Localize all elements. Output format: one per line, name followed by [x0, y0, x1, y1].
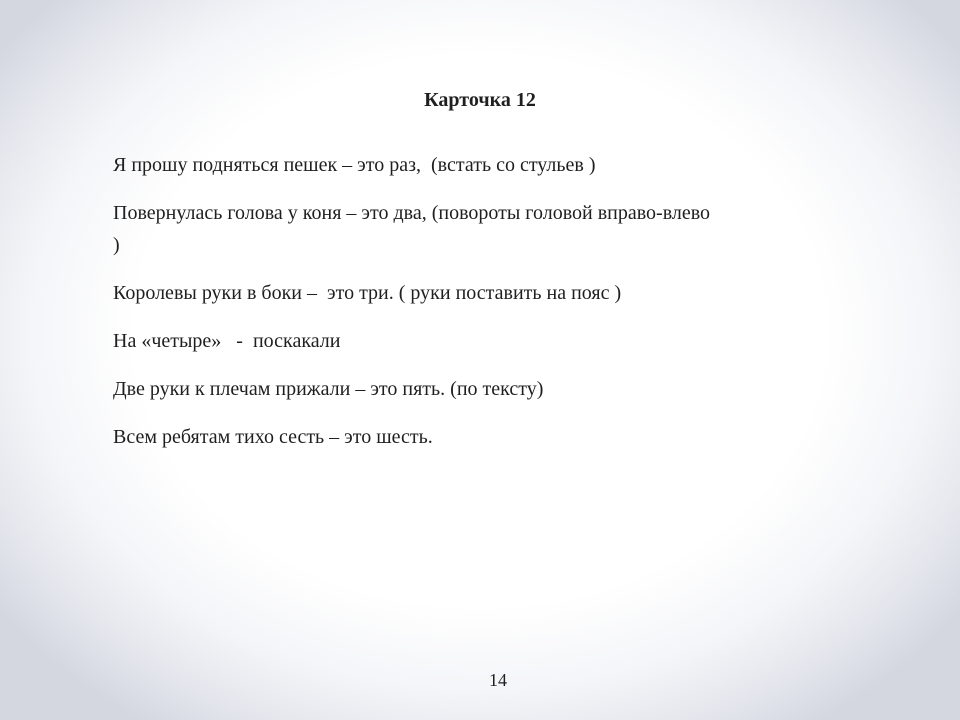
paragraph-6: Всем ребятам тихо сесть – это шесть. [113, 426, 433, 448]
paragraph-1: Я прошу подняться пешек – это раз, (встать со стульев ) [113, 154, 596, 176]
exercise-text [113, 149, 716, 469]
paragraph-2: Повернулась голова у коня – это два, (повороты головой вправо-влево ) [113, 202, 716, 256]
page-number: 14 [489, 670, 507, 690]
paragraph-3: Королевы руки в боки – это три. ( руки поставить на пояс ) [113, 282, 622, 304]
paragraph-4: На «четыре» - поскакали [113, 330, 341, 352]
paragraph-5: Две руки к плечам прижали – это пять. (по тексту) [113, 378, 544, 400]
card-title: Карточка 12 [424, 89, 536, 111]
